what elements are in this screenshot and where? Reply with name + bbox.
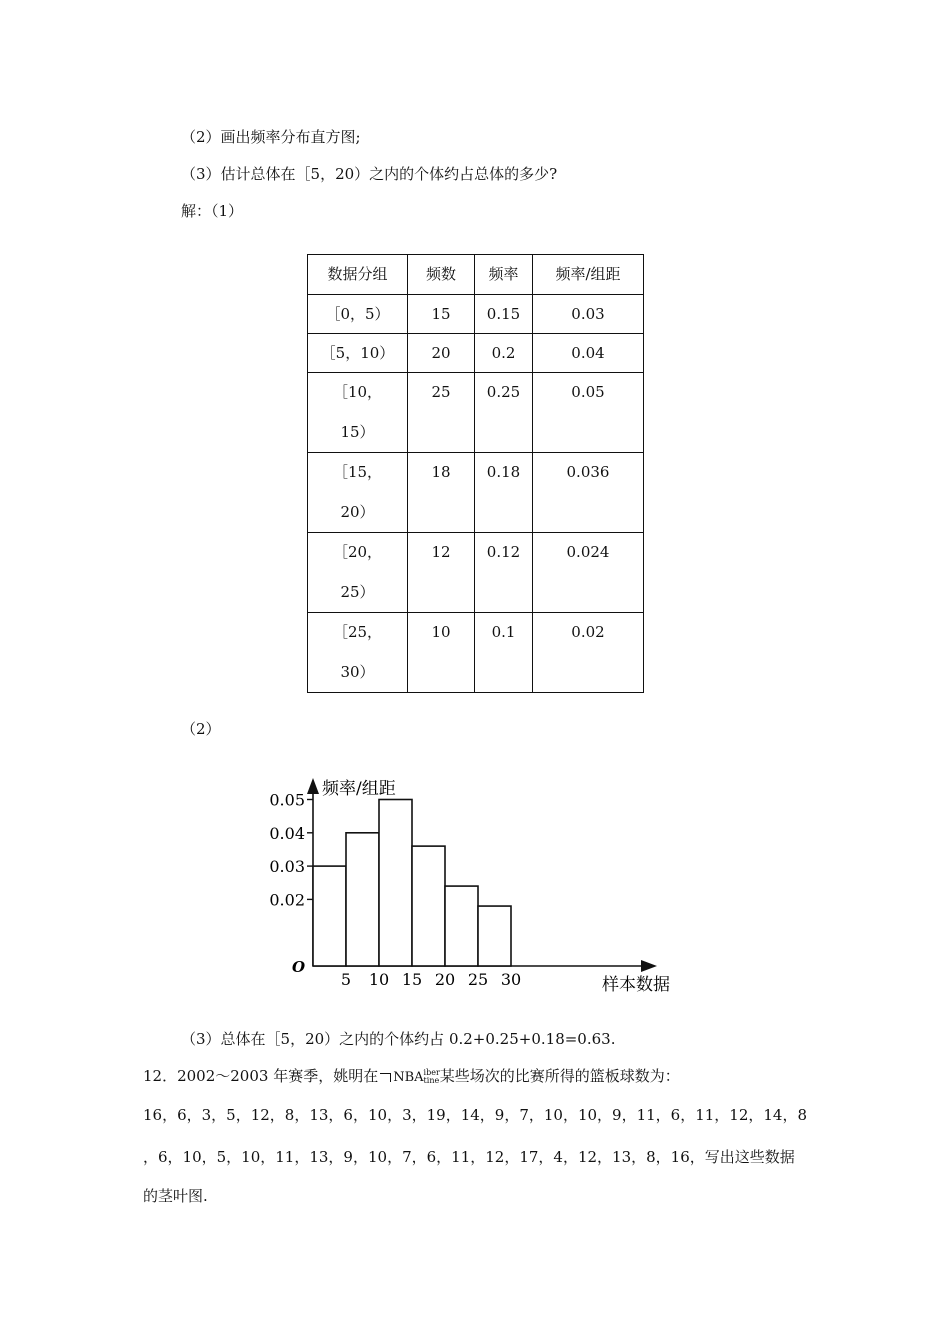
table-row [308,453,644,533]
cell-frequency: 0.1 [491,623,516,641]
frequency-table [307,254,644,693]
table-row [308,373,644,453]
table-row [308,295,644,334]
cell-count: 15 [431,305,451,323]
x-tick-label: 10 [368,970,390,989]
cell-count: 10 [431,623,451,641]
nba-mark: NBA [393,1070,424,1085]
cell-frequency-per-width: 0.02 [571,623,605,641]
problem-12-intro: 12．2002～2003 年赛季，姚明在 [143,1067,379,1085]
histogram-bar [346,833,379,966]
cell-group: ［25，30） [332,623,383,681]
histogram-bar [379,800,412,967]
cell-frequency-per-width: 0.04 [571,344,605,362]
x-ticks [341,970,521,989]
x-tick-label: 5 [340,970,352,989]
question-part-3: （3）估计总体在［5，20）之内的个体约占总体的多少? [181,165,558,183]
y-axis-label: 频率/组距 [322,779,396,799]
origin-label: O [292,958,306,976]
cell-frequency: 0.15 [486,305,521,323]
y-tick-label: 0.05 [269,790,305,810]
solution-part-2-label: （2） [181,720,221,738]
problem-12-line-2: 16，6，3，5，12，8，13，6，10，3，19，14，9，7，10，10，9，11，6，11，12，14，8 [143,1106,808,1124]
frequency-histogram [265,770,695,1000]
cell-group: ［0，5） [325,305,390,323]
header-group: 数据分组 [327,265,388,283]
histogram-bar [412,846,445,966]
cell-frequency-per-width: 0.05 [571,383,605,401]
histogram-bar [478,906,511,966]
cell-frequency-per-width: 0.024 [566,543,610,561]
table-row [308,533,644,613]
problem-12-line-3: ，6，10，5，10，11，13，9，10，7，6，11，12，17，4，12，13，8，16，写出这些数据 [143,1148,795,1166]
cell-group: ［10，15） [332,383,383,441]
cell-count: 12 [431,543,451,561]
cell-group: ［5，10） [320,344,395,362]
y-tick-label: 0.02 [269,890,305,910]
ruby-fragment [424,1069,440,1085]
table-header-row [308,255,644,295]
question-part-2: （2）画出频率分布直方图; [181,128,361,146]
cell-frequency: 0.18 [486,463,521,481]
solution-heading: 解：（1） [181,202,244,220]
cell-group: ［20，25） [332,543,383,601]
table-row [308,613,644,693]
bracket-icon [380,1073,391,1082]
header-frequency-per-width: 频率/组距 [555,265,621,283]
problem-12-line-1 [143,1066,813,1088]
cell-count: 25 [431,383,451,401]
ruby-top: iber [423,1068,440,1077]
x-tick-label: 15 [401,970,423,989]
x-tick-label: 20 [434,970,456,989]
cell-frequency: 0.2 [491,344,516,362]
y-axis-arrow-icon [307,778,319,794]
x-tick-label: 30 [500,970,522,989]
cell-frequency-per-width: 0.03 [571,305,605,323]
histogram-bars [313,800,511,967]
cell-count: 20 [431,344,451,362]
cell-frequency: 0.12 [486,543,521,561]
problem-12-intro-rest: 某些场次的比赛所得的篮板球数为： [439,1067,680,1085]
header-count: 频数 [425,265,456,283]
x-axis-arrow-icon [641,960,657,972]
ruby-bottom: tine [423,1076,440,1085]
histogram-bar [445,886,478,966]
cell-frequency-per-width: 0.036 [566,463,610,481]
y-ticks [269,791,313,910]
problem-12-line-4: 的茎叶图. [143,1187,208,1205]
x-axis-label: 样本数据 [602,975,670,995]
cell-group: ［15，20） [332,463,383,521]
cell-frequency: 0.25 [486,383,521,401]
header-frequency: 频率 [488,265,519,283]
answer-part-3: （3）总体在［5，20）之内的个体约占 0.2+0.25+0.18=0.63. [181,1030,616,1048]
x-tick-label: 25 [467,970,489,989]
y-tick-label: 0.03 [269,857,305,877]
histogram-bar [313,866,346,966]
cell-count: 18 [431,463,451,481]
y-tick-label: 0.04 [269,823,305,843]
